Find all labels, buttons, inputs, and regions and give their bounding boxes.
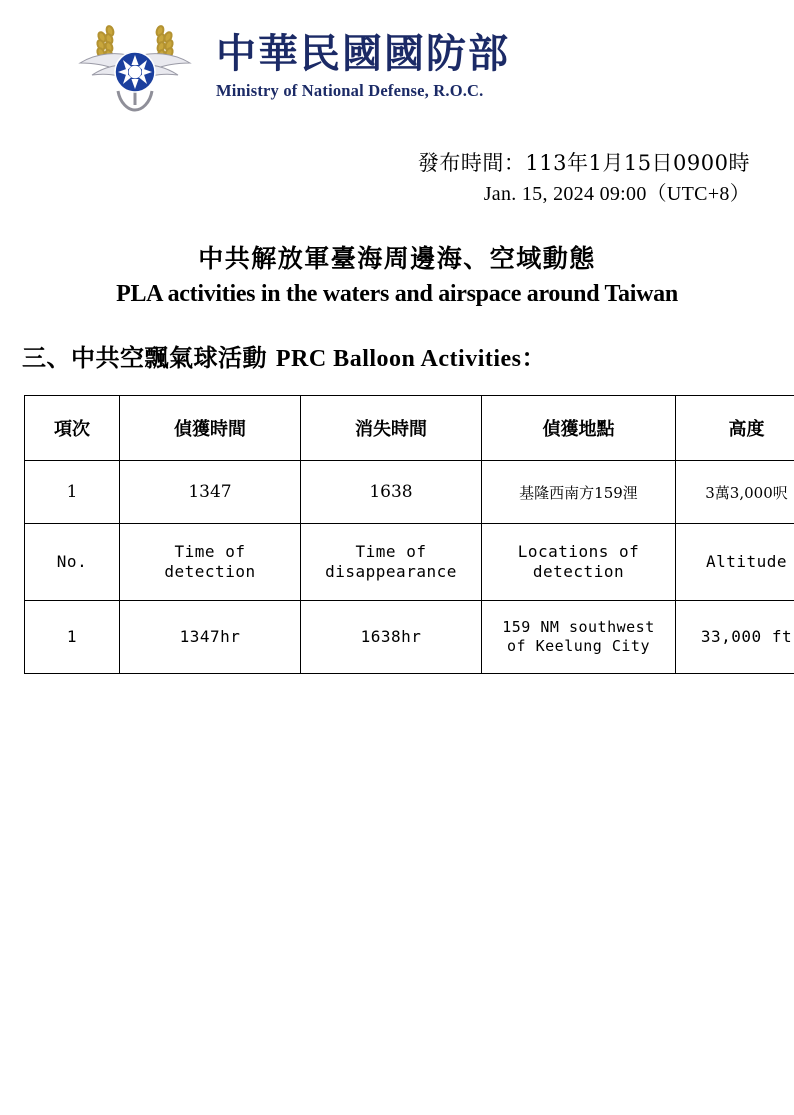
cell-location-en-l1: 159 NM southwest bbox=[502, 617, 655, 636]
header-disappear-en-l1: Time of bbox=[355, 541, 427, 561]
table-header-row-en bbox=[25, 524, 794, 601]
header-detect-en-l2: detection bbox=[164, 562, 256, 582]
header-disappear-en-l2: disappearance bbox=[325, 562, 457, 582]
header-no-cn: 項次 bbox=[25, 396, 120, 461]
section-heading-cn: 三、中共空飄氣球活動 bbox=[22, 343, 276, 373]
header-location-cn: 偵獲地點 bbox=[482, 396, 676, 461]
section-heading bbox=[22, 338, 794, 373]
table-header-row-cn bbox=[25, 396, 794, 461]
cell-altitude-en-l1: 33,000 ft bbox=[700, 627, 793, 647]
release-time-en: Jan. 15, 2024 09:00（UTC+8） bbox=[483, 183, 750, 206]
balloon-activities-table bbox=[24, 395, 794, 674]
header-no-en-l1: No. bbox=[56, 552, 88, 572]
cell-no-cn: 1 bbox=[25, 461, 120, 524]
header-disappear-cn: 消失時間 bbox=[301, 396, 482, 461]
cell-disappear-cn: 1638 bbox=[301, 461, 482, 524]
header-altitude-cn: 高度 bbox=[676, 396, 794, 461]
mnd-roc-emblem bbox=[60, 17, 210, 117]
section-heading-en: PRC Balloon Activities bbox=[275, 346, 522, 373]
ministry-name-en: Ministry of National Defense, R.O.C. bbox=[216, 81, 484, 100]
release-time-cn: 發布時間：113年1月15日0900時 bbox=[417, 151, 750, 175]
document-header bbox=[0, 0, 794, 110]
section-heading-colon: ： bbox=[521, 343, 547, 373]
cell-detect-en-l1: 1347hr bbox=[179, 627, 241, 647]
ministry-name-cn: 中華民國國防部 bbox=[216, 30, 510, 77]
page-title-en: PLA activities in the waters and airspace around Taiwan bbox=[116, 281, 678, 308]
header-altitude-en-l1: Altitude bbox=[705, 552, 788, 572]
cell-disappear-en-l1: 1638hr bbox=[360, 627, 422, 647]
ministry-title-block bbox=[216, 30, 510, 101]
header-detect-cn: 偵獲時間 bbox=[120, 396, 301, 461]
page-title-cn: 中共解放軍臺海周邊海、空域動態 bbox=[198, 244, 596, 274]
cell-location-cn: 基隆西南方159浬 bbox=[482, 461, 676, 524]
header-location-en-l2: detection bbox=[532, 562, 625, 582]
header-location-en-l1: Locations of bbox=[517, 541, 640, 561]
cell-location-en-l2: of Keelung City bbox=[507, 637, 650, 656]
cell-detect-cn: 1347 bbox=[120, 461, 301, 524]
page-title bbox=[0, 239, 794, 308]
header-detect-en-l1: Time of bbox=[174, 541, 246, 561]
cell-altitude-cn: 3萬3,000呎 bbox=[676, 461, 794, 524]
table-row bbox=[25, 461, 794, 524]
release-time bbox=[0, 148, 794, 209]
cell-no-en-l1: 1 bbox=[66, 627, 78, 647]
table-row bbox=[25, 601, 794, 674]
